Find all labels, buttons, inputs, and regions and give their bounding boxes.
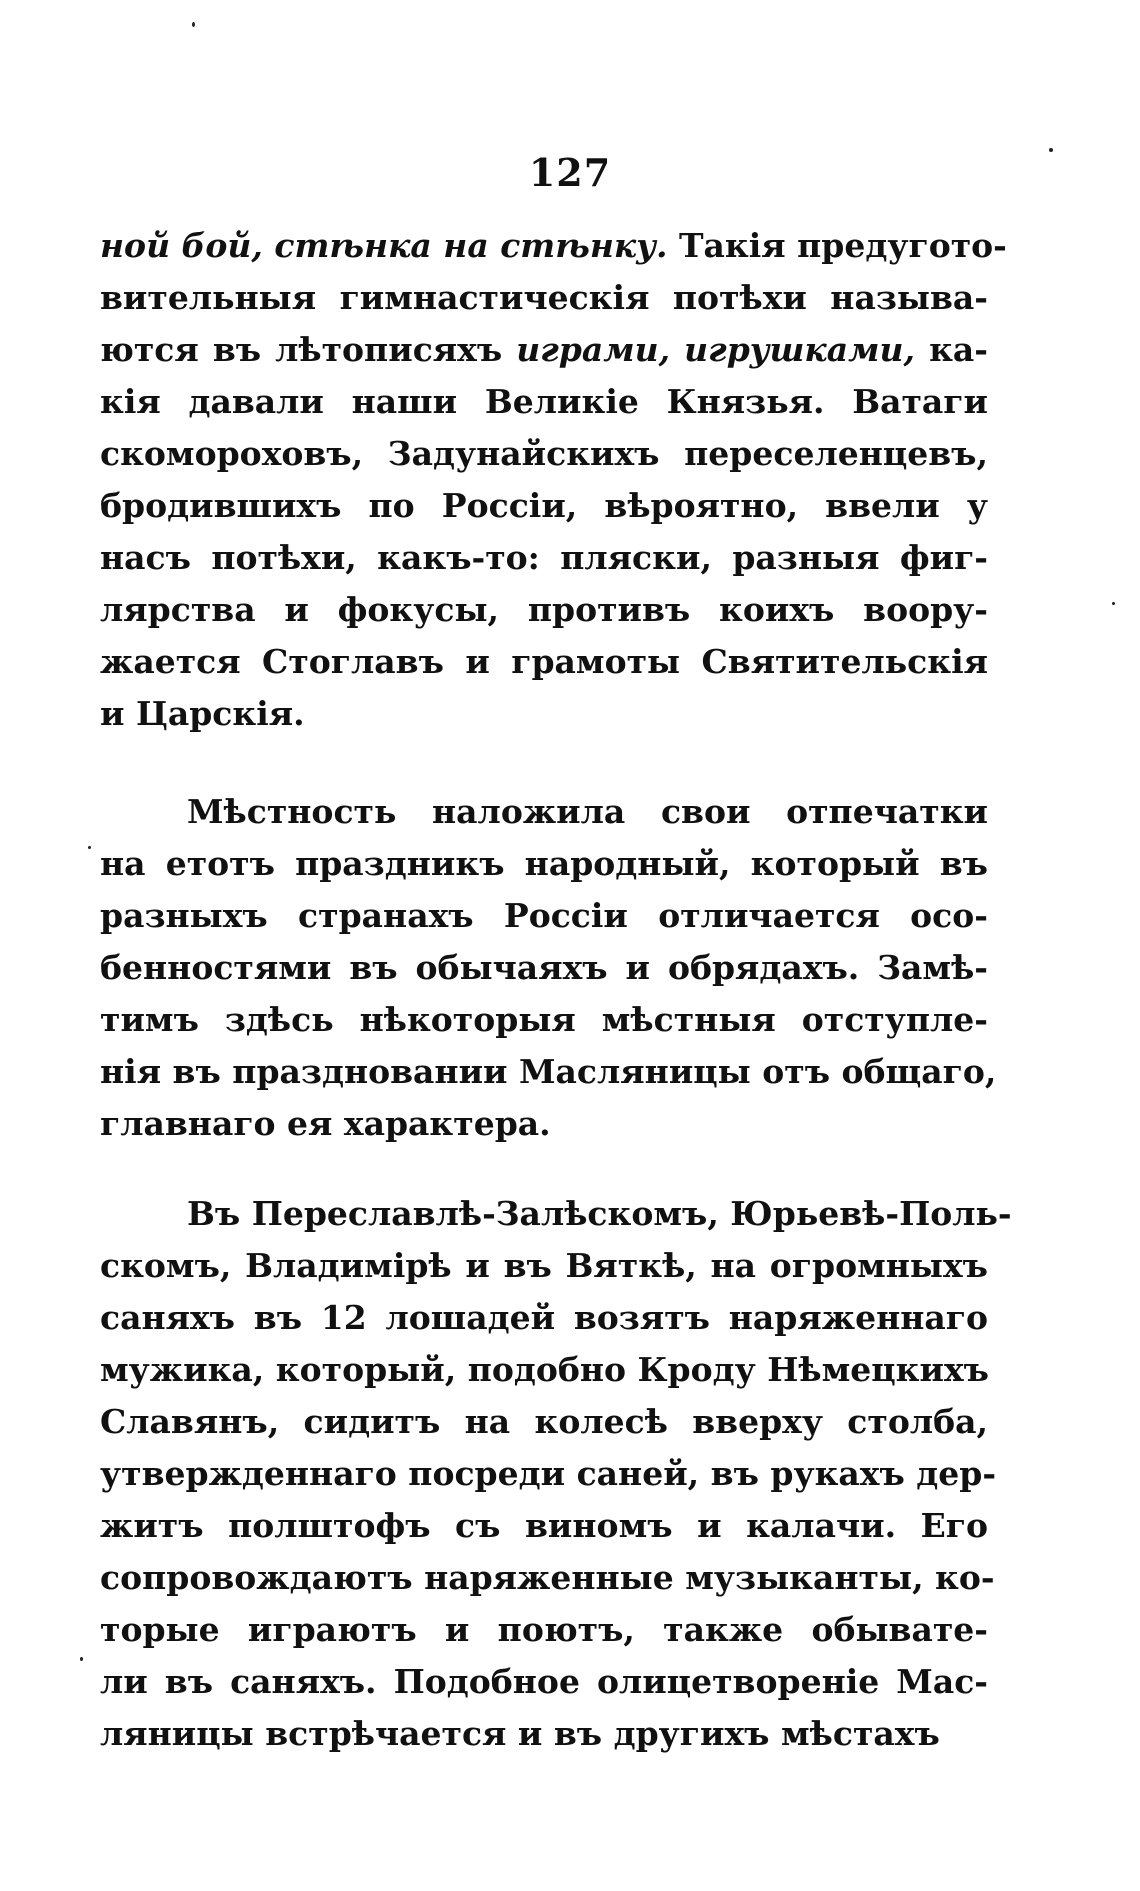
paragraph-2	[100, 786, 997, 1150]
text-run: саняхъ въ 12 лошадей возятъ наряженнаго	[100, 1298, 988, 1337]
text-run: разныхъ странахъ Россіи отличается осо-	[100, 896, 988, 935]
text-line	[100, 1708, 988, 1760]
text-line	[100, 532, 988, 584]
text-run: Мѣстность наложила свои отпечатки	[187, 792, 988, 831]
text-run: нія въ праздновании Масляницы отъ общаго,	[100, 1052, 997, 1091]
text-line	[100, 994, 988, 1046]
text-line	[100, 636, 988, 688]
text-run: сопровождаютъ наряженные музыканты, ко-	[100, 1558, 995, 1597]
text-run: лярства и фокусы, противъ коихъ воору-	[100, 590, 988, 629]
text-line	[100, 1344, 988, 1396]
text-run: житъ полштофъ съ виномъ и калачи. Его	[100, 1506, 988, 1545]
text-run: Такія предугото-	[667, 226, 1007, 265]
text-line	[100, 272, 988, 324]
text-run: утвержденнаго посреди саней, въ рукахъ дер-	[100, 1454, 997, 1493]
text-line	[100, 1240, 988, 1292]
paragraph-1	[100, 220, 1007, 740]
text-line	[100, 1552, 995, 1604]
text-line	[100, 1656, 988, 1708]
text-line	[100, 1292, 988, 1344]
paragraph-3	[100, 1188, 1012, 1760]
italic-text-run: играми, игрушками,	[516, 330, 916, 369]
text-line	[100, 786, 988, 838]
text-line	[100, 220, 1007, 272]
text-run: ли въ саняхъ. Подобное олицетвореніе Мас-	[100, 1662, 988, 1701]
scan-speck	[1049, 148, 1053, 152]
scan-speck	[80, 1657, 83, 1661]
text-line	[100, 1500, 988, 1552]
text-run: мужика, который, подобно Кроду Нѣмецкихъ	[100, 1350, 989, 1389]
text-run: тимъ здѣсь нѣкоторыя мѣстныя отступле-	[100, 1000, 988, 1039]
page-number: 127	[528, 150, 612, 195]
text-run: ются въ лѣтописяхъ	[100, 330, 517, 369]
text-run: ляницы встрѣчается и въ другихъ мѣстахъ	[100, 1714, 940, 1753]
text-run: скомъ, Владимірѣ и въ Вяткѣ, на огромныхъ	[100, 1246, 988, 1285]
text-line	[100, 324, 988, 376]
scan-speck	[1112, 602, 1115, 605]
text-run: кія давали наши Великіе Князья. Ватаги	[100, 382, 988, 421]
text-line	[100, 890, 988, 942]
text-line	[100, 1188, 1012, 1240]
text-run: ка-	[915, 330, 988, 369]
text-line	[100, 1098, 988, 1150]
text-line	[100, 942, 988, 994]
text-line	[100, 1396, 988, 1448]
text-run: скомороховъ, Задунайскихъ переселенцевъ,	[100, 434, 988, 473]
text-run: торые играютъ и поютъ, также обывате-	[100, 1610, 988, 1649]
scan-speck	[192, 22, 195, 27]
text-run: главнаго ея характера.	[100, 1104, 551, 1143]
scan-speck	[88, 846, 91, 849]
text-line	[100, 838, 988, 890]
text-line	[100, 688, 988, 740]
text-run: жается Стоглавъ и грамоты Святительскія	[100, 642, 988, 681]
text-run: насъ потѣхи, какъ-то: пляски, разныя фиг-	[100, 538, 988, 577]
text-run: бенностями въ обычаяхъ и обрядахъ. Замѣ-	[100, 948, 988, 987]
text-run: бродившихъ по Россіи, вѣроятно, ввели у	[100, 486, 988, 525]
text-line	[100, 480, 988, 532]
text-line	[100, 376, 988, 428]
italic-text-run: ной бой, стѣнка на стѣнку.	[100, 226, 668, 265]
text-run: Славянъ, сидитъ на колесѣ вверху столба,	[100, 1402, 988, 1441]
text-run: и Царскія.	[100, 694, 305, 733]
text-run: Въ Переславлѣ-Залѣскомъ, Юрьевѣ-Поль-	[187, 1194, 1012, 1233]
text-line	[100, 1448, 997, 1500]
text-line	[100, 428, 988, 480]
text-run: на етотъ праздникъ народный, который въ	[100, 844, 988, 883]
text-line	[100, 1604, 988, 1656]
text-run: вительныя гимнастическія потѣхи называ-	[100, 278, 988, 317]
text-line	[100, 1046, 997, 1098]
text-line	[100, 584, 988, 636]
